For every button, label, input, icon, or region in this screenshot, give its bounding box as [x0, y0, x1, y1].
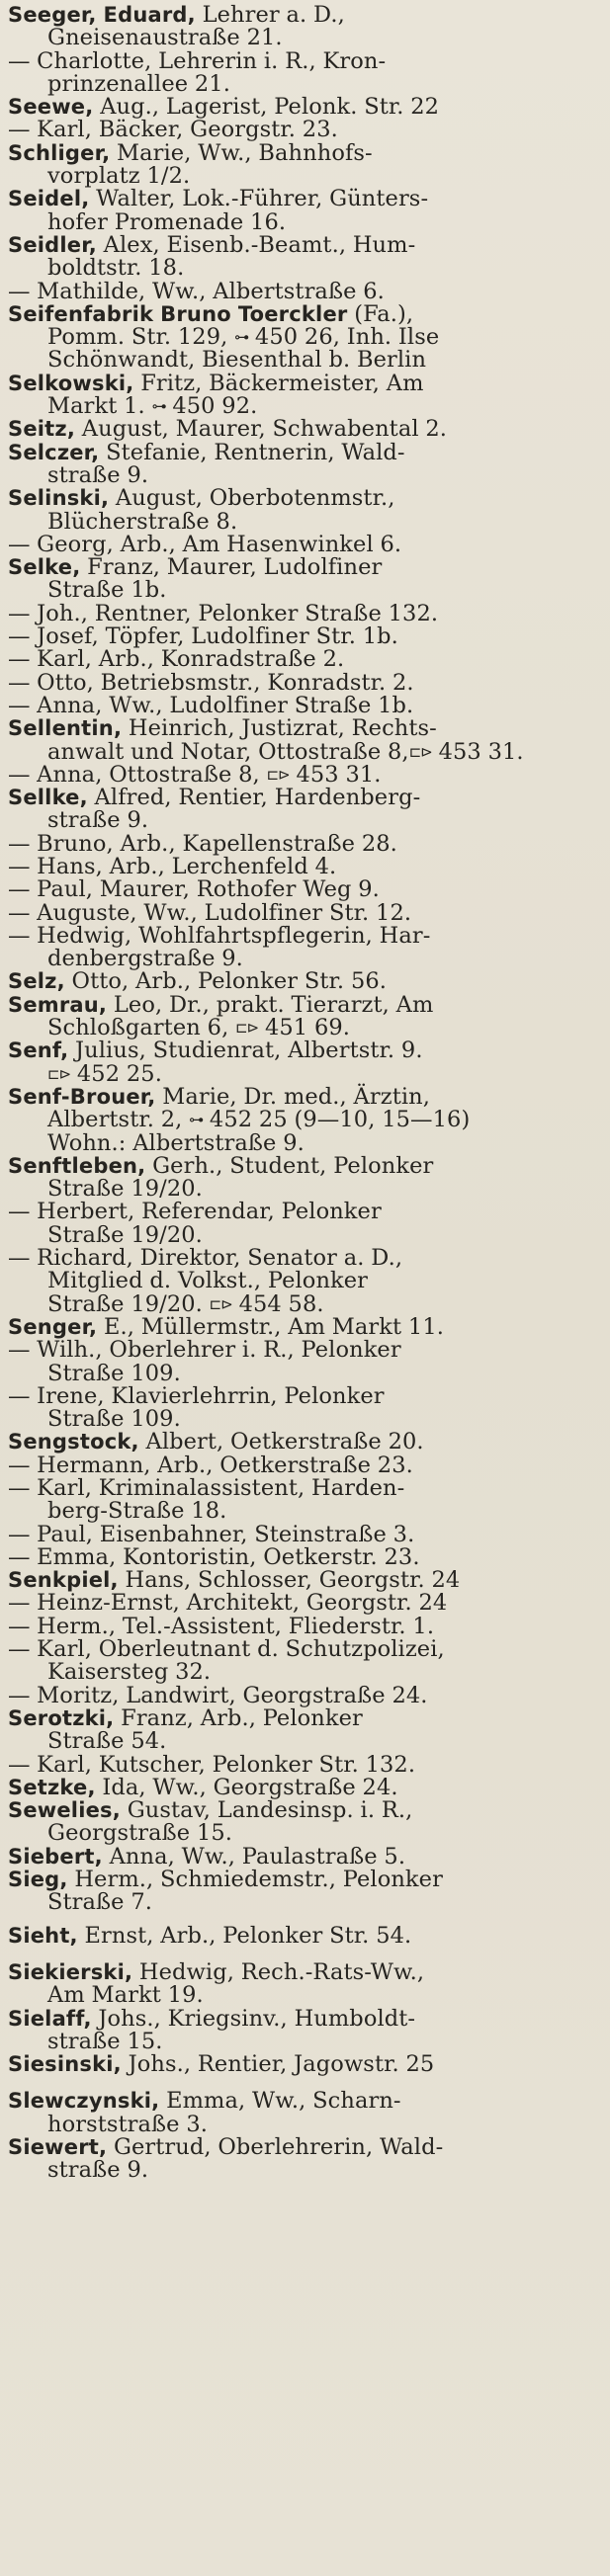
entry-surname: Schliger, [8, 140, 111, 165]
entry-continuation [8, 1270, 600, 1292]
entry-text: Albertstr. 2, [47, 1107, 190, 1133]
entry-text: August, Oberbotenmstr., [109, 485, 395, 512]
entry-text: Schönwandt, Biesenthal b. Berlin [47, 347, 427, 374]
entry-surname: Semrau, [8, 992, 108, 1017]
ditto-dash: — [8, 922, 38, 949]
ditto-dash: — [8, 1636, 38, 1663]
entry-text: Emma, Kontoristin, Oetkerstr. 23. [37, 1543, 420, 1570]
entry-text: Am Markt 19. [47, 1982, 204, 2009]
directory-entry [8, 439, 600, 488]
entry-continuation [8, 349, 600, 372]
directory-entry [8, 278, 600, 304]
entry-surname: Senf, [8, 1039, 69, 1063]
directory-entry [8, 830, 600, 857]
ditto-dash: — [8, 1543, 38, 1570]
entry-text: Johs., Rentier, Jagowstr. 25 [121, 2051, 435, 2078]
directory-entries [8, 4, 600, 2183]
entry-continuation [8, 1360, 600, 1386]
entry-text: straße 9. [47, 807, 149, 834]
entry-text: Karl, Arb., Konradstraße 2. [37, 646, 345, 673]
entry-continuation [8, 2111, 600, 2137]
entry-text: Marie, Ww., Bahnhofs- [110, 139, 373, 166]
entry-surname: Sellke, [8, 786, 88, 810]
entry-text: Gertrud, Oberlehrerin, Wald- [107, 2134, 444, 2161]
entry-text: Johs., Kriegsinv., Humboldt- [91, 2005, 416, 2032]
directory-entry [8, 1247, 600, 1316]
entry-text: Gerh., Student, Pelonker [145, 1152, 434, 1179]
entry-text: Hedwig, Rech.-Rats-Ww., [132, 1958, 425, 1985]
entry-text: Georgstraße 15. [47, 1820, 233, 1847]
directory-entry [8, 1201, 600, 1247]
directory-entry [8, 600, 600, 626]
directory-entry [8, 669, 600, 696]
entry-surname: Senftleben, [8, 1153, 146, 1178]
directory-entry [8, 853, 600, 879]
entry-continuation [8, 165, 600, 188]
directory-entry [8, 1592, 600, 1615]
entry-surname: Seidler, [8, 232, 97, 257]
entry-text: Kaisersteg 32. [47, 1659, 212, 1686]
entry-surname: Siekierski, [8, 1959, 133, 1984]
directory-entry [8, 1958, 600, 2009]
directory-entry [8, 991, 600, 1041]
entry-text: Markt 1. [47, 393, 152, 420]
directory-entry [8, 487, 600, 534]
directory-entry [8, 370, 600, 420]
entry-surname: Seidel, [8, 187, 90, 211]
entry-continuation [8, 1290, 600, 1317]
telephone-icon: ⊏⊳ [235, 1019, 259, 1038]
entry-surname: Sielaff, [8, 2006, 92, 2031]
ditto-dash: — [8, 1751, 38, 1778]
directory-entry [8, 625, 600, 648]
entry-continuation [8, 27, 600, 49]
directory-entry [8, 717, 600, 764]
entry-surname: Seeger, Eduard, [8, 3, 196, 27]
directory-entry [8, 531, 600, 557]
entry-text: Straße 109. [47, 1406, 181, 1433]
entry-text: Aug., Lagerist, Pelonk. Str. 22 [93, 94, 440, 121]
entry-text: Ernst, Arb., Pelonker Str. 54. [77, 1922, 412, 1949]
entry-text: Lehrer a. D., [195, 2, 345, 28]
directory-entry [8, 188, 600, 234]
entry-text: Herbert, Referendar, Pelonker [37, 1199, 382, 1225]
entry-text: prinzenallee 21. [47, 70, 230, 97]
directory-entry [8, 1682, 600, 1708]
entry-text: Mitglied d. Volkst., Pelonker [47, 1268, 369, 1294]
entry-text: Otto, Arb., Pelonker Str. 56. [64, 968, 388, 995]
entry-text: Karl, Oberleutnant d. Schutzpolizei, [37, 1636, 445, 1663]
entry-continuation [8, 809, 600, 832]
entry-surname: Seewe, [8, 95, 94, 120]
entry-text: Anna, Ww., Ludolfiner Straße 1b. [37, 692, 414, 718]
entry-continuation [8, 508, 600, 535]
directory-entry [8, 119, 600, 141]
directory-entry [8, 1543, 600, 1570]
directory-entry [8, 1613, 600, 1639]
entry-continuation [8, 738, 600, 765]
entry-text: Hedwig, Wohlfahrtspflegerin, Har- [37, 922, 431, 949]
entry-surname: Siesinski, [8, 2052, 122, 2077]
entry-text: Joh., Rentner, Pelonker Straße 132. [37, 600, 439, 626]
entry-text: Irene, Klavierlehrrin, Pelonker [37, 1382, 385, 1409]
entry-surname: Siewert, [8, 2135, 108, 2160]
entry-surname: Serotzki, [8, 1705, 115, 1730]
entry-continuation [8, 395, 600, 418]
directory-entry [8, 2136, 600, 2183]
entry-text: Julius, Studienrat, Albertstr. 9. [68, 1038, 423, 1064]
entry-text: Herm., Schmiedemstr., Pelonker [67, 1867, 443, 1893]
directory-entry [8, 1431, 600, 1454]
directory-entry [8, 1454, 600, 1477]
entry-continuation [8, 208, 600, 235]
entry-text: Stefanie, Rentnerin, Wald- [99, 439, 405, 465]
directory-entry [8, 1039, 600, 1086]
entry-surname: Setzke, [8, 1775, 96, 1799]
entry-continuation [8, 1500, 600, 1523]
entry-text: berg-Straße 18. [47, 1498, 227, 1525]
entry-text: Alfred, Rentier, Hardenberg- [87, 785, 421, 811]
entry-text: vorplatz 1/2. [47, 163, 191, 190]
entry-text: Mathilde, Ww., Albertstraße 6. [37, 278, 385, 304]
directory-entry [8, 556, 600, 603]
directory-entry [8, 648, 600, 671]
entry-text: Anna, Ww., Paulastraße 5. [102, 1843, 406, 1870]
entry-text: 450 26, Inh. Ilse [248, 324, 440, 351]
ditto-dash: — [8, 623, 38, 650]
entry-text: Wilh., Oberlehrer i. R., Pelonker [37, 1337, 401, 1364]
entry-text: E., Müllermstr., Am Markt 11. [97, 1313, 444, 1340]
directory-entry [8, 1152, 600, 1203]
entry-continuation [8, 1730, 600, 1753]
entry-continuation [8, 1661, 600, 1684]
telephone-icon: ⊶ [189, 1111, 204, 1129]
telephone-icon: ⊶ [234, 328, 249, 347]
entry-continuation [8, 326, 600, 349]
entry-text: Schloßgarten 6, [47, 1015, 236, 1041]
entry-continuation [8, 948, 600, 970]
entry-text: Charlotte, Lehrerin i. R., Kron- [37, 47, 387, 74]
entry-continuation [8, 1221, 600, 1248]
entry-text: Straße 1b. [47, 577, 167, 604]
ditto-dash: — [8, 1682, 38, 1708]
entry-text: Pomm. Str. 129, [47, 324, 235, 351]
entry-text: Hermann, Arb., Oetkerstraße 23. [37, 1452, 413, 1478]
entry-text: (Fa.), [347, 300, 414, 327]
entry-text: Paul, Eisenbahner, Steinstraße 3. [37, 1521, 415, 1547]
entry-text: Gustav, Landesinsp. i. R., [120, 1797, 413, 1824]
entry-text: Straße 7. [47, 1889, 152, 1916]
ditto-dash: — [8, 278, 38, 304]
directory-entry [8, 1799, 600, 1846]
entry-surname: Selinski, [8, 486, 110, 511]
entry-continuation [8, 70, 600, 97]
entry-text: denbergstraße 9. [47, 946, 243, 972]
entry-text: Blücherstraße 8. [47, 508, 238, 535]
entry-text: Moritz, Landwirt, Georgstraße 24. [37, 1682, 428, 1708]
directory-entry [8, 2053, 600, 2076]
telephone-icon: ⊏⊳ [408, 742, 432, 761]
entry-continuation [8, 1408, 600, 1431]
entry-text: Karl, Kutscher, Pelonker Str. 132. [37, 1751, 416, 1778]
entry-text: 452 25. [70, 1060, 162, 1087]
directory-entry [8, 4, 600, 50]
entry-continuation [8, 1017, 600, 1039]
directory-entry [8, 139, 600, 190]
entry-surname: Seifenfabrik Bruno Toerckler [8, 301, 348, 326]
entry-text: straße 9. [47, 2157, 149, 2184]
ditto-dash: — [8, 1613, 38, 1639]
directory-entry [8, 1843, 600, 1870]
entry-continuation [8, 2028, 600, 2054]
ditto-dash: — [8, 1475, 38, 1501]
directory-entry [8, 1477, 600, 1524]
ditto-dash: — [8, 1245, 38, 1272]
entry-text: Josef, Töpfer, Ludolfiner Str. 1b. [37, 623, 398, 650]
ditto-dash: — [8, 531, 38, 557]
entry-text: Georg, Arb., Am Hasenwinkel 6. [37, 531, 402, 557]
ditto-dash: — [8, 1521, 38, 1547]
ditto-dash: — [8, 1382, 38, 1409]
entry-text: Heinz-Ernst, Architekt, Georgstr. 24 [37, 1590, 448, 1617]
directory-entry [8, 787, 600, 833]
entry-text: Heinrich, Justizrat, Rechts- [122, 715, 437, 742]
directory-entry [8, 1569, 600, 1592]
entry-text: hofer Promenade 16. [47, 208, 287, 235]
directory-entry [8, 1869, 600, 1915]
entry-text: Richard, Direktor, Senator a. D., [37, 1245, 403, 1272]
entry-surname: Sewelies, [8, 1798, 121, 1823]
directory-entry [8, 692, 600, 718]
directory-entry [8, 1521, 600, 1547]
entry-surname: Sieg, [8, 1868, 68, 1892]
directory-entry [8, 300, 600, 374]
telephone-icon: ⊏⊳ [266, 765, 290, 784]
entry-continuation [8, 2159, 600, 2182]
entry-text: boldtstr. 18. [47, 255, 185, 282]
entry-continuation [8, 1109, 600, 1131]
ditto-dash: — [8, 899, 38, 926]
entry-continuation [8, 1129, 600, 1156]
entry-text: Herm., Tel.-Assistent, Fliederstr. 1. [37, 1613, 435, 1639]
ditto-dash: — [8, 646, 38, 673]
entry-text: August, Maurer, Schwabental 2. [75, 416, 448, 443]
directory-entry [8, 761, 600, 788]
entry-text: 453 31. [289, 761, 382, 788]
entry-surname: Senger, [8, 1314, 98, 1339]
directory-entry [8, 922, 600, 972]
entry-text: straße 15. [47, 2028, 163, 2054]
entry-text: Straße 19/20. [47, 1221, 203, 1248]
entry-text: Straße 19/20. [47, 1290, 210, 1317]
directory-entry [8, 970, 600, 993]
directory-entry [8, 899, 600, 926]
entry-text: Anna, Ottostraße 8, [37, 761, 267, 788]
entry-text: anwalt und Notar, Ottostraße 8, [47, 738, 409, 765]
ditto-dash: — [8, 830, 38, 857]
ditto-dash: — [8, 876, 38, 903]
ditto-dash: — [8, 1590, 38, 1617]
directory-entry [8, 1638, 600, 1685]
ditto-dash: — [8, 853, 38, 879]
entry-text: Alex, Eisenb.-Beamt., Hum- [96, 231, 416, 258]
directory-entry [8, 96, 600, 119]
entry-continuation [8, 1060, 600, 1087]
entry-continuation [8, 1822, 600, 1845]
entry-surname: Selke, [8, 555, 81, 580]
entry-text: Leo, Dr., prakt. Tierarzt, Am [107, 991, 434, 1018]
entry-surname: Sengstock, [8, 1430, 139, 1454]
entry-surname: Sellentin, [8, 716, 123, 741]
entry-surname: Slewczynski, [8, 2089, 160, 2114]
directory-entry [8, 878, 600, 901]
entry-text: Bruno, Arb., Kapellenstraße 28. [37, 830, 397, 857]
entry-text: Wohn.: Albertstraße 9. [47, 1129, 305, 1156]
telephone-icon: ⊶ [151, 397, 166, 416]
directory-entry [8, 1339, 600, 1385]
directory-entry [8, 1774, 600, 1800]
entry-text: horststraße 3. [47, 2111, 209, 2137]
entry-text: Hans, Schlosser, Georgstr. 24 [118, 1567, 461, 1594]
entry-text: straße 9. [47, 461, 149, 488]
ditto-dash: — [8, 117, 38, 143]
directory-entry [8, 1313, 600, 1340]
entry-surname: Sieht, [8, 1923, 78, 1948]
directory-entry [8, 231, 600, 282]
entry-text: Karl, Bäcker, Georgstr. 23. [37, 117, 338, 143]
ditto-dash: — [8, 600, 38, 626]
entry-text: Gneisenaustraße 21. [47, 25, 283, 51]
entry-text: Albert, Oetkerstraße 20. [138, 1429, 424, 1455]
entry-text: Fritz, Bäckermeister, Am [133, 370, 424, 396]
directory-entry [8, 2090, 600, 2136]
directory-entry [8, 1083, 600, 1156]
ditto-dash: — [8, 1337, 38, 1364]
entry-text: 450 92. [165, 393, 258, 420]
ditto-dash: — [8, 669, 38, 696]
ditto-dash: — [8, 761, 38, 788]
entry-text: Auguste, Ww., Ludolfiner Str. 12. [37, 899, 412, 926]
entry-continuation [8, 1984, 600, 2007]
directory-entry [8, 47, 600, 97]
entry-text: Hans, Arb., Lerchenfeld 4. [37, 853, 337, 879]
entry-text: Paul, Maurer, Rothofer Weg 9. [37, 876, 380, 903]
entry-continuation [8, 1178, 600, 1201]
entry-text: Franz, Arb., Pelonker [114, 1704, 363, 1731]
entry-text: 451 69. [258, 1015, 351, 1041]
entry-text: Franz, Maurer, Ludolfiner [80, 554, 383, 581]
telephone-icon: ⊏⊳ [209, 1294, 232, 1313]
directory-entry [8, 1751, 600, 1778]
entry-surname: Selz, [8, 969, 65, 994]
entry-text: Walter, Lok.-Führer, Günters- [89, 186, 429, 212]
ditto-dash: — [8, 1452, 38, 1478]
entry-text: Otto, Betriebsmstr., Konradstr. 2. [37, 669, 414, 696]
entry-text: 453 31. [431, 738, 524, 765]
entry-continuation [8, 461, 600, 488]
entry-surname: Siebert, [8, 1844, 103, 1869]
entry-text: Emma, Ww., Scharn- [159, 2088, 401, 2115]
telephone-icon: ⊏⊳ [47, 1064, 71, 1083]
entry-text: Marie, Dr. med., Ärztin, [155, 1083, 430, 1110]
entry-surname: Selczer, [8, 440, 100, 464]
ditto-dash: — [8, 1199, 38, 1225]
entry-continuation [8, 579, 600, 602]
entry-text: Ida, Ww., Georgstraße 24. [95, 1774, 398, 1800]
entry-surname: Senf-Brouer, [8, 1084, 156, 1109]
entry-text: Karl, Kriminalassistent, Harden- [37, 1475, 405, 1501]
directory-entry [8, 418, 600, 441]
directory-entry [8, 1382, 600, 1433]
directory-entry [8, 1922, 600, 1949]
entry-text: Straße 19/20. [47, 1176, 203, 1203]
entry-surname: Senkpiel, [8, 1568, 119, 1593]
entry-text: Straße 109. [47, 1360, 181, 1386]
directory-entry [8, 2005, 600, 2054]
entry-continuation [8, 257, 600, 280]
entry-text: 452 25 (9—10, 15—16) [203, 1107, 471, 1133]
entry-surname: Selkowski, [8, 371, 134, 395]
entry-continuation [8, 1891, 600, 1914]
ditto-dash: — [8, 692, 38, 718]
directory-entry [8, 1704, 600, 1755]
entry-text: Straße 54. [47, 1728, 167, 1755]
ditto-dash: — [8, 47, 38, 74]
entry-surname: Seitz, [8, 417, 76, 442]
entry-text: 454 58. [231, 1290, 324, 1317]
